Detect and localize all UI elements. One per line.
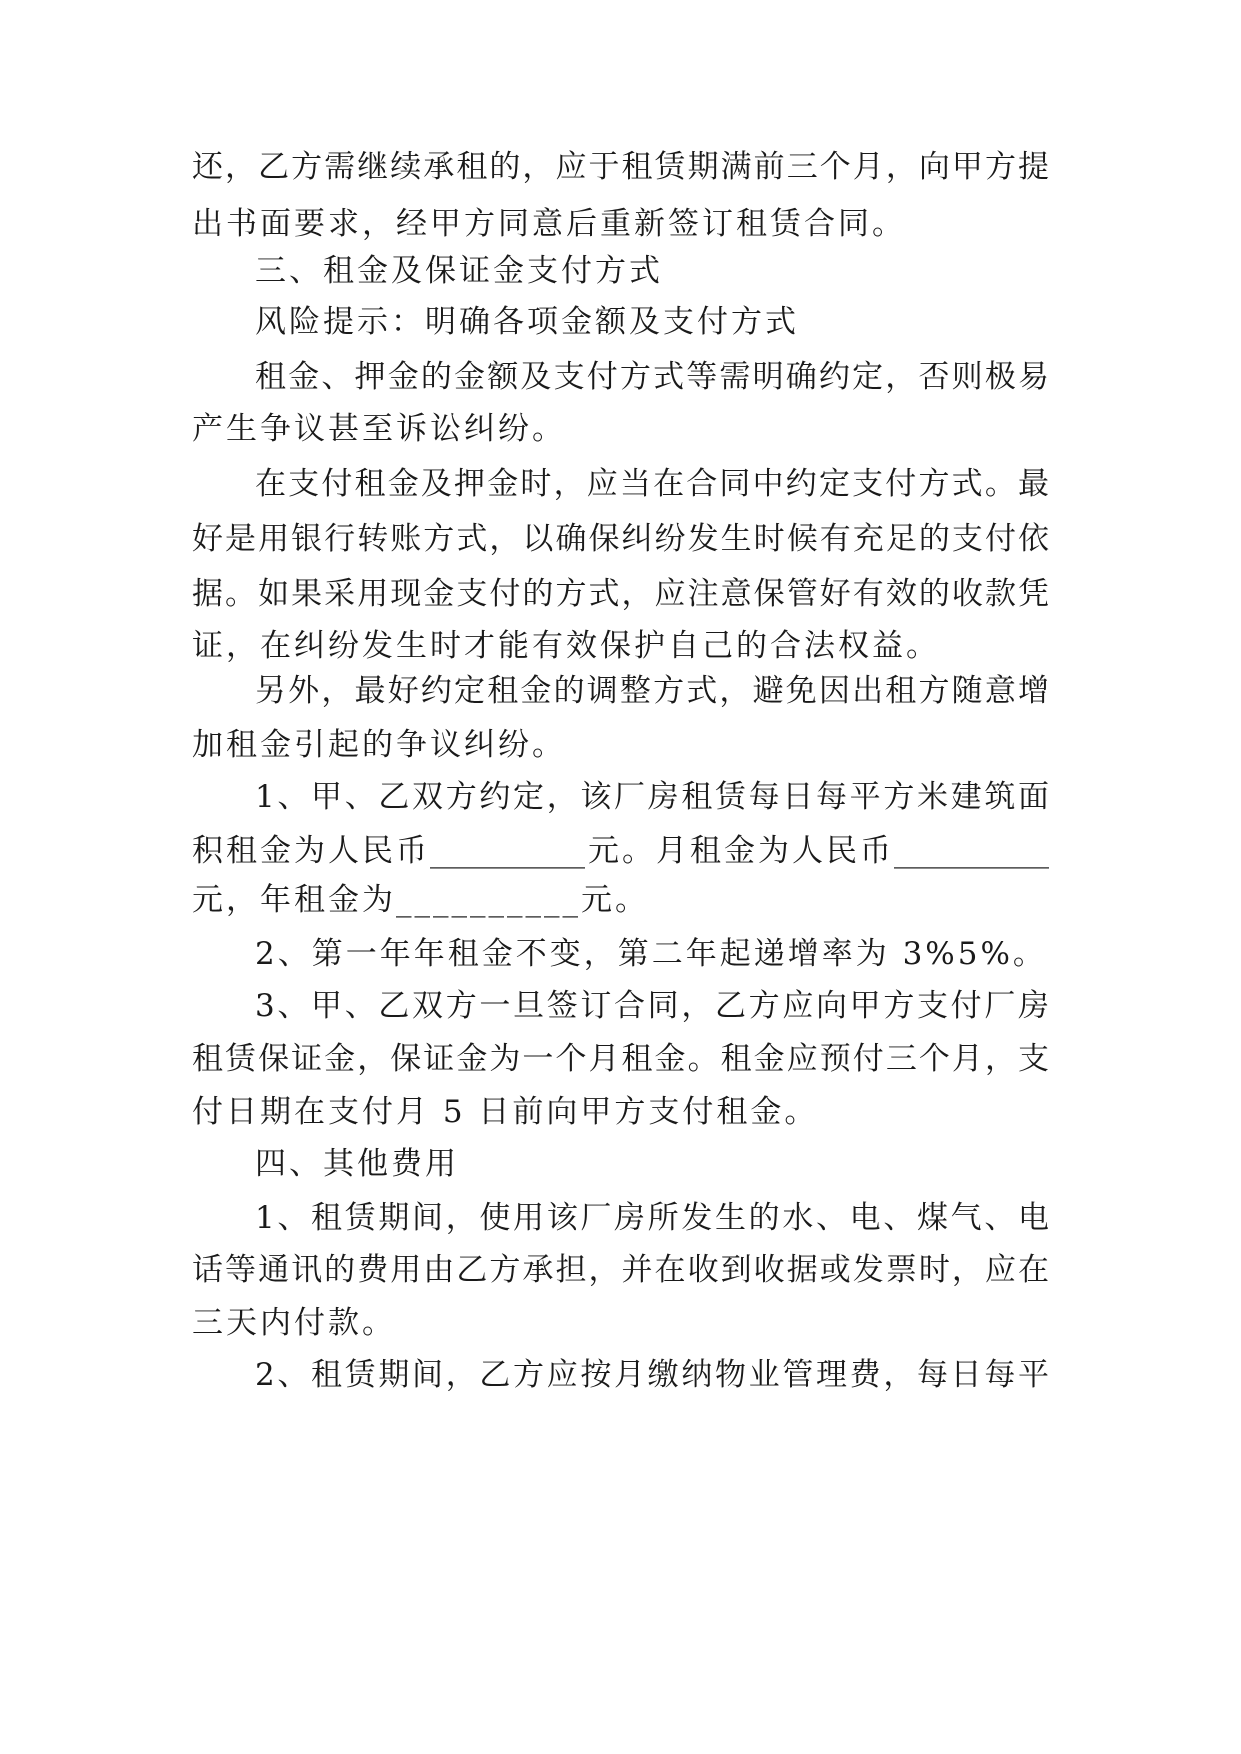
- text-line: 1、租赁期间，使用该厂房所发生的水、电、煤气、电: [255, 1200, 1049, 1236]
- text-line: 还，乙方需继续承租的，应于租赁期满前三个月，向甲方提: [192, 149, 1049, 185]
- text-line: 2、租赁期间，乙方应按月缴纳物业管理费，每日每平: [255, 1357, 1049, 1393]
- text-line: 话等通讯的费用由乙方承担，并在收到收据或发票时，应在: [192, 1252, 1049, 1288]
- risk-tip-heading: 风险提示：明确各项金额及支付方式: [255, 304, 799, 340]
- text-line: 证，在纠纷发生时才能有效保护自己的合法权益。: [192, 628, 940, 664]
- section-heading: 三、租金及保证金支付方式: [255, 253, 663, 289]
- text-line: 元，年租金为__________元。: [192, 882, 649, 918]
- text-line: 产生争议甚至诉讼纠纷。: [192, 411, 566, 447]
- text-line: 好是用银行转账方式，以确保纠纷发生时候有充足的支付依: [192, 521, 1049, 557]
- text-line: 租金、押金的金额及支付方式等需明确约定，否则极易: [255, 359, 1049, 395]
- text-line: 2、第一年年租金不变，第二年起递增率为 3%5%。: [255, 936, 1047, 972]
- text-line: 出书面要求，经甲方同意后重新签订租赁合同。: [192, 206, 906, 242]
- text-line: 租赁保证金，保证金为一个月租金。租金应预付三个月，支: [192, 1041, 1049, 1077]
- section-heading: 四、其他费用: [255, 1146, 459, 1182]
- text-line: 另外，最好约定租金的调整方式，避免因出租方随意增: [255, 673, 1049, 709]
- text-line: 三天内付款。: [192, 1305, 396, 1341]
- text-line: 1、甲、乙双方约定，该厂房租赁每日每平方米建筑面: [255, 779, 1049, 815]
- text-line: 在支付租金及押金时，应当在合同中约定支付方式。最: [255, 466, 1049, 502]
- text-line: 加租金引起的争议纠纷。: [192, 727, 566, 763]
- text-line: 3、甲、乙双方一旦签订合同，乙方应向甲方支付厂房: [255, 988, 1049, 1024]
- text-line: 积租金为人民币__________元。月租金为人民币__________: [192, 833, 1049, 869]
- text-line: 付日期在支付月 5 日前向甲方支付租金。: [192, 1094, 819, 1130]
- text-line: 据。如果采用现金支付的方式，应注意保管好有效的收款凭: [192, 576, 1049, 612]
